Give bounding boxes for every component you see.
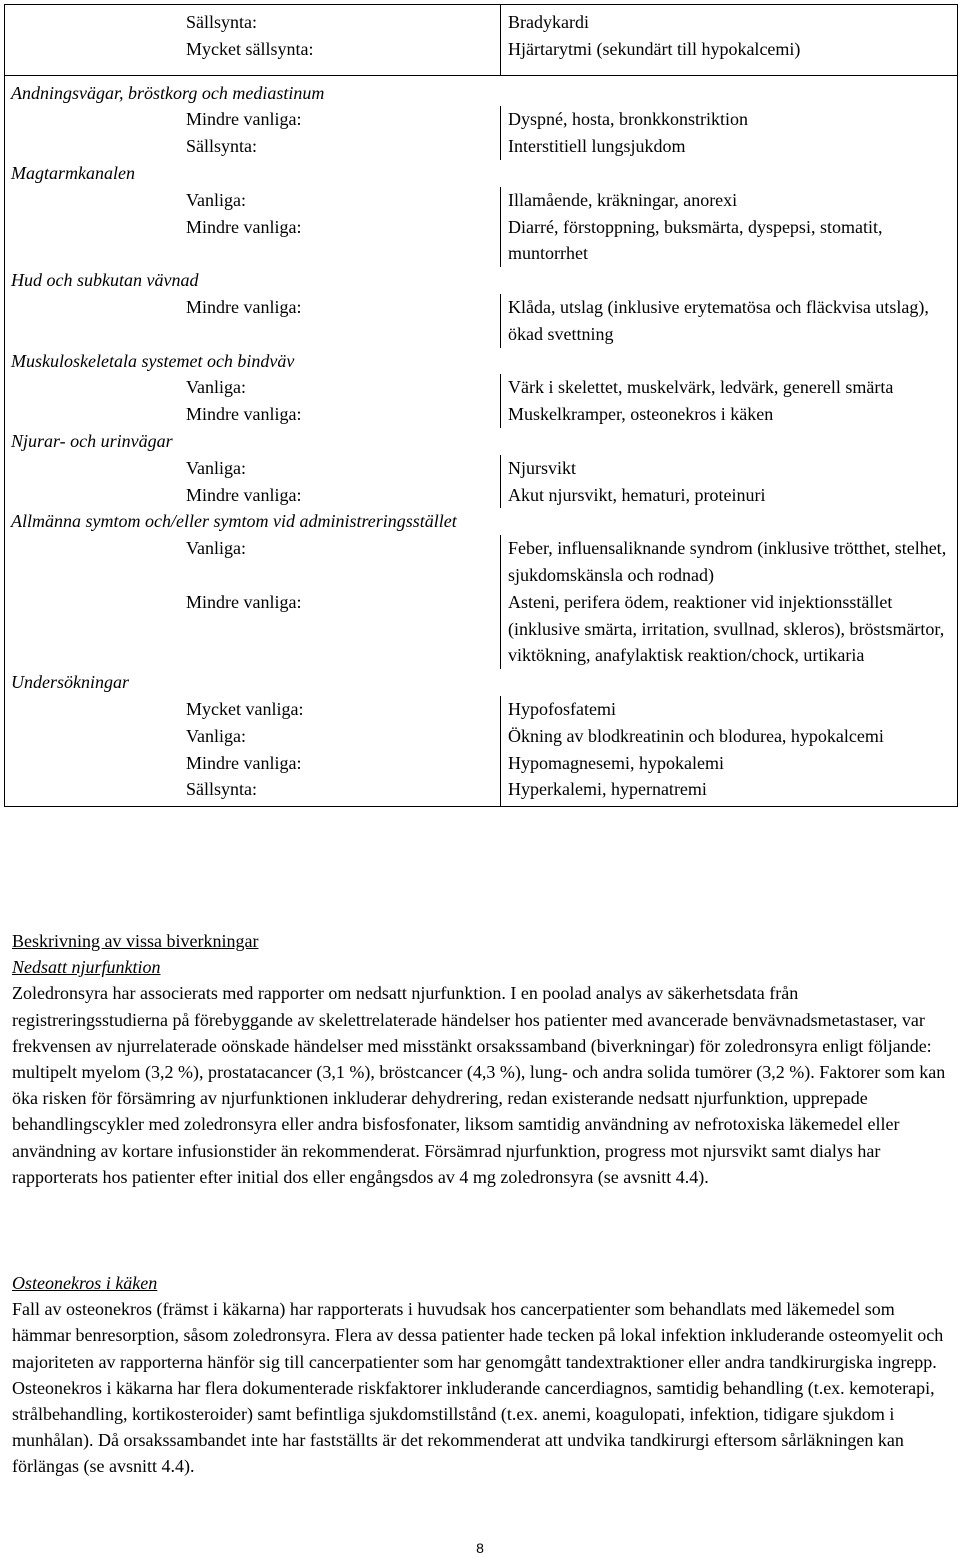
frequency-cell: Vanliga: bbox=[5, 723, 501, 750]
frequency-cell: Mindre vanliga: bbox=[5, 750, 501, 777]
effect-cell: Ökning av blodkreatinin och blodurea, hypokalcemi bbox=[501, 723, 958, 750]
section-row bbox=[5, 428, 958, 455]
section-row bbox=[5, 669, 958, 696]
section-row bbox=[5, 267, 958, 294]
table-row bbox=[5, 106, 958, 133]
section-heading: Njurar- och urinvägar bbox=[5, 428, 958, 455]
table-row bbox=[5, 5, 958, 36]
adverse-reactions-table bbox=[4, 4, 958, 807]
section-heading: Magtarmkanalen bbox=[5, 160, 958, 187]
renal-section bbox=[12, 928, 952, 1190]
section-row bbox=[5, 508, 958, 535]
table-row bbox=[5, 294, 958, 348]
effect-cell: Interstitiell lungsjukdom bbox=[501, 133, 958, 160]
effect-cell: Hypomagnesemi, hypokalemi bbox=[501, 750, 958, 777]
effect-cell: Hyperkalemi, hypernatremi bbox=[501, 776, 958, 806]
section-heading: Andningsvägar, bröstkorg och mediastinum bbox=[5, 75, 958, 106]
renal-subheading: Nedsatt njurfunktion bbox=[12, 957, 161, 978]
frequency-cell: Mycket sällsynta: bbox=[5, 36, 501, 75]
table-row bbox=[5, 482, 958, 509]
effect-cell: Muskelkramper, osteonekros i käken bbox=[501, 401, 958, 428]
effect-cell: Dyspné, hosta, bronkkonstriktion bbox=[501, 106, 958, 133]
table-row bbox=[5, 776, 958, 806]
effect-cell: Akut njursvikt, hematuri, proteinuri bbox=[501, 482, 958, 509]
section-heading: Muskuloskeletala systemet och bindväv bbox=[5, 348, 958, 375]
frequency-cell: Mycket vanliga: bbox=[5, 696, 501, 723]
frequency-cell: Mindre vanliga: bbox=[5, 401, 501, 428]
effect-cell: Bradykardi bbox=[501, 5, 958, 36]
frequency-cell: Sällsynta: bbox=[5, 133, 501, 160]
frequency-cell: Mindre vanliga: bbox=[5, 106, 501, 133]
table-row bbox=[5, 455, 958, 482]
onj-paragraph: Fall av osteonekros (främst i käkarna) har rapporterats i huvudsak hos cancerpatienter som behandlats med läkemedel som hämmar benresorption, såsom zoledronsyra. Flera av dessa patienter hade tecken på lokal infektion inkluderande osteomyelit och majoriteten av rapporterna hänför sig till cancerpatienter som har genomgått tandextraktioner eller andra tandkirurgiska ingrepp. Osteonekros i käkarna har flera dokumenterade riskfaktorer inkluderande cancerdiagnos, samtidig behandling (t.ex. kemoterapi, strålbehandling, kortikosteroider) samt befintliga sjukdomstillstånd (t.ex. anemi, koagulopati, infektion, tidigare sjukdom i munhålan). Då orsakssambandet inte har fastställts är det rekommenderat att undvika tandkirurgi eftersom sårläkningen kan förlängas (se avsnitt 4.4). bbox=[12, 1299, 944, 1477]
table-row bbox=[5, 589, 958, 669]
table-row bbox=[5, 750, 958, 777]
table-row bbox=[5, 187, 958, 214]
frequency-cell: Mindre vanliga: bbox=[5, 589, 501, 669]
effect-cell: Värk i skelettet, muskelvärk, ledvärk, generell smärta bbox=[501, 374, 958, 401]
section-row bbox=[5, 348, 958, 375]
effect-cell: Njursvikt bbox=[501, 455, 958, 482]
table-row bbox=[5, 535, 958, 589]
table-row bbox=[5, 214, 958, 268]
section-row bbox=[5, 160, 958, 187]
effect-cell: Hypofosfatemi bbox=[501, 696, 958, 723]
table-row bbox=[5, 696, 958, 723]
table-row bbox=[5, 374, 958, 401]
frequency-cell: Vanliga: bbox=[5, 187, 501, 214]
section-row bbox=[5, 75, 958, 106]
table-row bbox=[5, 723, 958, 750]
effect-cell: Feber, influensaliknande syndrom (inklusive trötthet, stelhet, sjukdomskänsla och rodnad) bbox=[501, 535, 958, 589]
effect-cell: Diarré, förstoppning, buksmärta, dyspepsi, stomatit, muntorrhet bbox=[501, 214, 958, 268]
frequency-cell: Mindre vanliga: bbox=[5, 294, 501, 348]
frequency-cell: Vanliga: bbox=[5, 455, 501, 482]
frequency-cell: Sällsynta: bbox=[5, 776, 501, 806]
effect-cell: Hjärtarytmi (sekundärt till hypokalcemi) bbox=[501, 36, 958, 75]
description-heading: Beskrivning av vissa biverkningar bbox=[12, 931, 259, 951]
section-heading: Allmänna symtom och/eller symtom vid administreringsstället bbox=[5, 508, 958, 535]
table-row bbox=[5, 133, 958, 160]
table-row bbox=[5, 401, 958, 428]
effect-cell: Illamående, kräkningar, anorexi bbox=[501, 187, 958, 214]
section-heading: Undersökningar bbox=[5, 669, 958, 696]
effect-cell: Klåda, utslag (inklusive erytematösa och fläckvisa utslag), ökad svettning bbox=[501, 294, 958, 348]
frequency-cell: Vanliga: bbox=[5, 535, 501, 589]
frequency-cell: Sällsynta: bbox=[5, 5, 501, 36]
renal-paragraph: Zoledronsyra har associerats med rapporter om nedsatt njurfunktion. I en poolad analys av säkerhetsdata från registreringsstudierna på förebyggande av skelettrelaterade händelser hos patienter med avancerade benvävnadsmetastaser, var frekvensen av njurrelaterade oönskade händelser med misstänkt orsakssamband (biverkningar) för zoledronsyra enligt följande: multipelt myelom (3,2 %), prostatacancer (3,1 %), bröstcancer (4,3 %), lung- och andra solida tumörer (3,2 %). Faktorer som kan öka risken för försämring av njurfunktionen inkluderar dehydrering, redan existerande nedsatt njurfunktion, upprepade behandlingscykler med zoledronsyra eller andra bisfosfonater, liksom samtidig användning av nefrotoxiska läkemedel eller användning av kortare infusionstider än rekommenderat. Försämrad njurfunktion, progress mot njursvikt samt dialys har rapporterats hos patienter efter initial dos eller engångsdos av 4 mg zoledronsyra (se avsnitt 4.4). bbox=[12, 983, 946, 1187]
section-heading: Hud och subkutan vävnad bbox=[5, 267, 958, 294]
onj-section bbox=[12, 1270, 952, 1480]
frequency-cell: Vanliga: bbox=[5, 374, 501, 401]
page-number: 8 bbox=[476, 1540, 484, 1556]
frequency-cell: Mindre vanliga: bbox=[5, 214, 501, 268]
onj-subheading: Osteonekros i käken bbox=[12, 1273, 158, 1293]
table-row bbox=[5, 36, 958, 75]
frequency-cell: Mindre vanliga: bbox=[5, 482, 501, 509]
effect-cell: Asteni, perifera ödem, reaktioner vid injektionsstället (inklusive smärta, irritation, svullnad, skleros), bröstsmärtor, viktökning, anafylaktisk reaktion/chock, urtikaria bbox=[501, 589, 958, 669]
